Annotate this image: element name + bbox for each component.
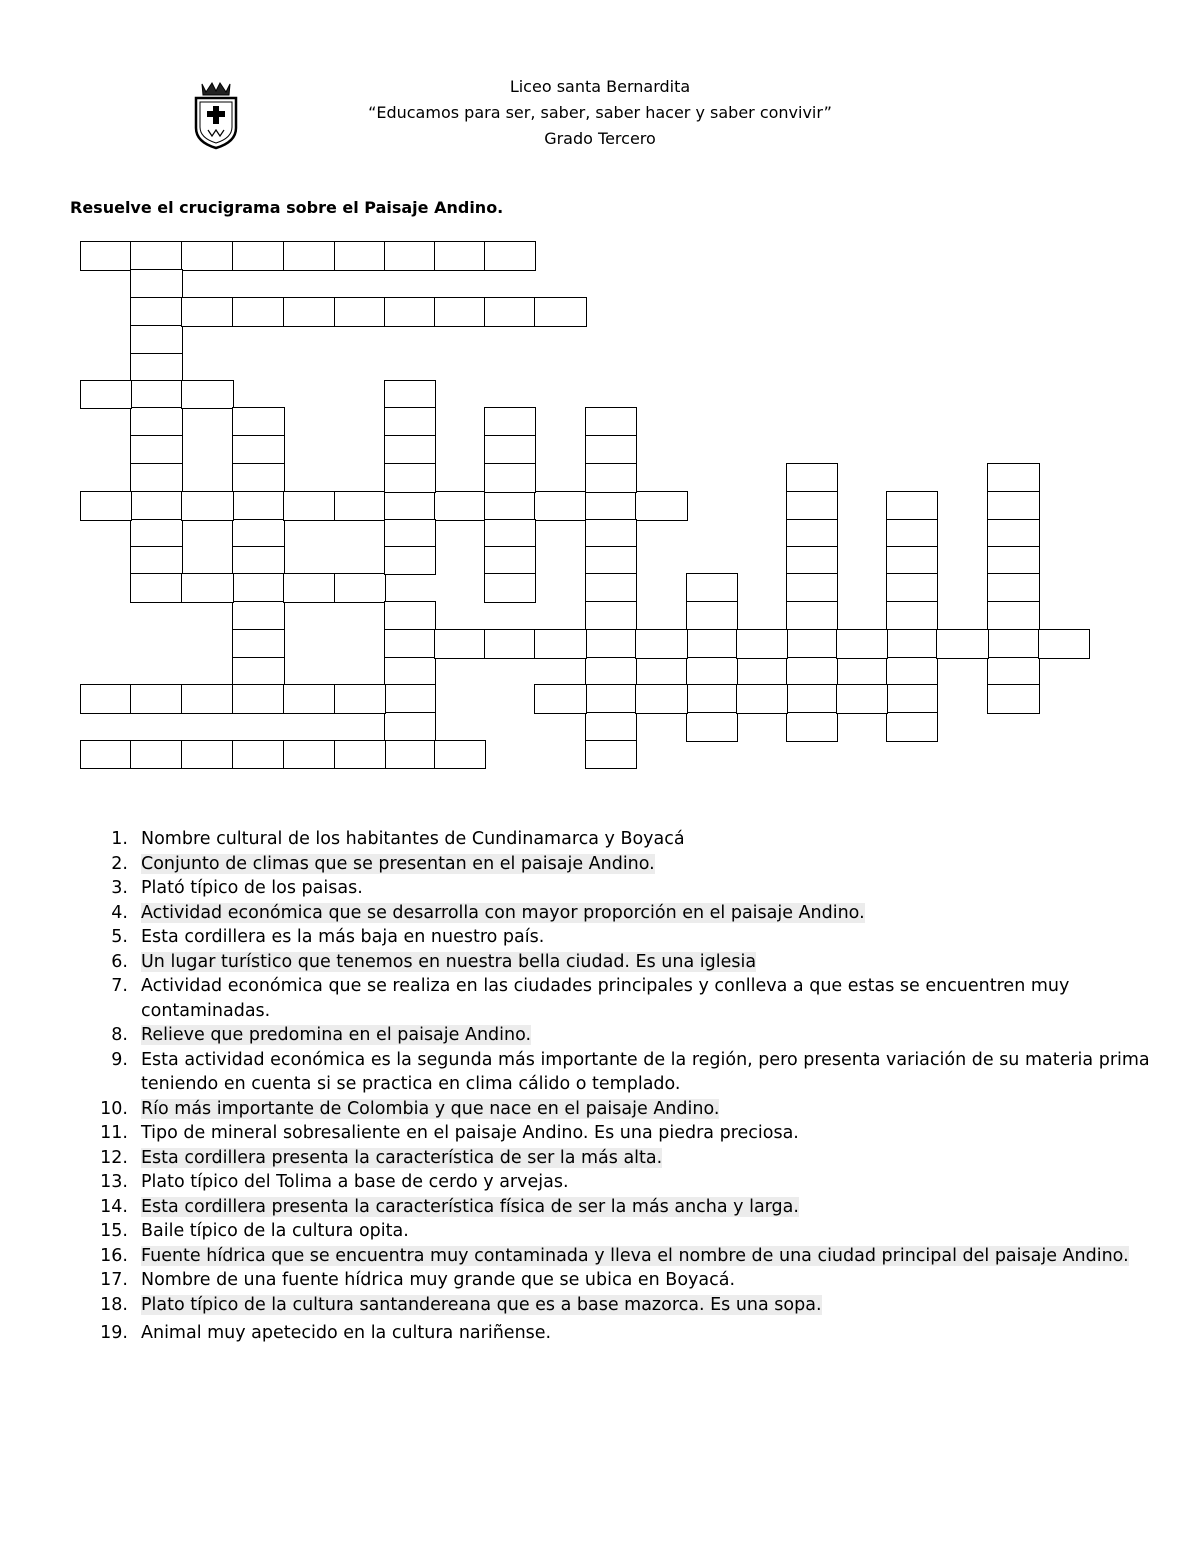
crossword-cell[interactable]	[585, 463, 637, 493]
crossword-cell[interactable]	[181, 491, 234, 521]
crossword-cell[interactable]	[686, 657, 738, 686]
clue-number: 10.	[100, 1098, 128, 1119]
crossword-cell[interactable]	[434, 297, 486, 327]
clue-number: 13.	[100, 1172, 128, 1192]
crossword-cell[interactable]	[786, 629, 838, 659]
clue-text: Baile típico de la cultura opita.	[141, 1221, 409, 1241]
crossword-cell[interactable]	[434, 629, 486, 659]
crossword-cell[interactable]	[585, 601, 637, 631]
crossword-cell[interactable]	[384, 684, 436, 714]
crossword-cell[interactable]	[987, 573, 1040, 603]
clue-item	[100, 1170, 1160, 1195]
crossword-cell[interactable]	[334, 573, 386, 603]
clue-item	[100, 1293, 1160, 1318]
crossword-cell[interactable]	[786, 657, 838, 686]
crossword-cell[interactable]	[786, 546, 838, 575]
crossword-cell[interactable]	[80, 491, 132, 521]
clue-text: Un lugar turístico que tenemos en nuestra bella ciudad. Es una iglesia	[141, 951, 757, 972]
clue-item	[100, 827, 1160, 852]
instruction-text: Resuelve el crucigrama sobre el Paisaje Andino.	[70, 198, 504, 217]
clue-item	[100, 852, 1160, 877]
clue-text: Plato típico de la cultura santandereana que es a base mazorca. Es una sopa.	[141, 1294, 822, 1315]
crossword-cell[interactable]	[384, 657, 436, 686]
crossword-cell[interactable]	[384, 241, 436, 271]
crossword-cell[interactable]	[232, 297, 285, 327]
clue-text: Esta cordillera presenta la característica de ser la más alta.	[141, 1147, 663, 1168]
crossword-cell[interactable]	[987, 684, 1040, 714]
crossword-cell[interactable]	[130, 491, 183, 521]
crossword-cell[interactable]	[130, 297, 183, 327]
clue-text: Plató típico de los paisas.	[141, 878, 363, 898]
crossword-cell[interactable]	[686, 573, 738, 603]
crossword-cell[interactable]	[585, 712, 637, 742]
crossword-cell[interactable]	[686, 684, 738, 714]
crossword-cell[interactable]	[585, 657, 637, 686]
clue-text: Plato típico del Tolima a base de cerdo y arvejas.	[141, 1172, 569, 1192]
grade-label: Grado Tercero	[544, 129, 656, 148]
clue-item	[100, 1048, 1160, 1097]
crossword-cell[interactable]	[936, 629, 989, 659]
clue-item	[100, 1121, 1160, 1146]
crossword-cell[interactable]	[886, 491, 938, 521]
crossword-cell[interactable]	[836, 629, 888, 659]
clue-text: Esta actividad económica es la segunda más importante de la región, pero presenta variación de su materia prima teniendo en cuenta si se practica en clima cálido o templado.	[141, 1049, 1150, 1094]
crossword-cell[interactable]	[334, 491, 386, 521]
crossword-cell[interactable]	[384, 380, 436, 409]
crossword-cell[interactable]	[585, 491, 637, 521]
crossword-cell[interactable]	[484, 629, 536, 659]
crossword-cell[interactable]	[786, 684, 838, 714]
clue-text: Esta cordillera presenta la característica física de ser la más ancha y larga.	[141, 1196, 799, 1217]
crossword-cell[interactable]	[232, 241, 285, 271]
crossword-cell[interactable]	[886, 657, 938, 686]
clue-number: 9.	[111, 1049, 128, 1070]
crossword-cell[interactable]	[987, 519, 1040, 548]
crossword-cell[interactable]	[181, 573, 234, 603]
crossword-cell[interactable]	[232, 740, 285, 769]
crossword-cell[interactable]	[130, 269, 183, 299]
crossword-cell[interactable]	[886, 684, 938, 714]
crossword-cell[interactable]	[484, 491, 536, 521]
crossword-cell[interactable]	[886, 573, 938, 603]
crossword-cell[interactable]	[585, 407, 637, 437]
crossword-cell[interactable]	[384, 712, 436, 742]
crossword-cell[interactable]	[585, 435, 637, 465]
crossword-cell[interactable]	[232, 519, 285, 548]
clue-number: 19.	[100, 1323, 128, 1343]
crossword-cell[interactable]	[232, 573, 285, 603]
crossword-cell[interactable]	[130, 463, 183, 493]
crossword-cell[interactable]	[585, 740, 637, 769]
crossword-cell[interactable]	[130, 241, 183, 271]
school-name: Liceo santa Bernardita	[509, 77, 691, 96]
crossword-cell[interactable]	[484, 546, 536, 575]
crossword-cell[interactable]	[334, 740, 386, 769]
crossword-cell[interactable]	[334, 297, 386, 327]
crossword-cell[interactable]	[987, 546, 1040, 575]
crossword-cell[interactable]	[130, 353, 183, 382]
crossword-cell[interactable]	[786, 463, 838, 493]
clue-number: 5.	[111, 927, 128, 947]
crossword-cell[interactable]	[130, 740, 183, 769]
crossword-cell[interactable]	[736, 629, 788, 659]
crossword-cell[interactable]	[786, 491, 838, 521]
crossword-cell[interactable]	[283, 241, 336, 271]
crossword-cell[interactable]	[181, 241, 234, 271]
clue-item	[100, 876, 1160, 901]
clue-item	[100, 1268, 1160, 1293]
crossword-cell[interactable]	[484, 297, 536, 327]
crossword-cell[interactable]	[232, 463, 285, 493]
clue-number: 7.	[111, 976, 128, 996]
clue-text: Tipo de mineral sobresaliente en el paisaje Andino. Es una piedra preciosa.	[141, 1123, 799, 1143]
crossword-cell[interactable]	[283, 573, 336, 603]
crossword-cell[interactable]	[384, 740, 436, 769]
crossword-cell[interactable]	[181, 380, 234, 409]
clue-item	[100, 1244, 1160, 1269]
crossword-cell[interactable]	[534, 629, 587, 659]
crossword-cell[interactable]	[886, 629, 938, 659]
crossword-cell[interactable]	[987, 629, 1040, 659]
crossword-cell[interactable]	[434, 740, 486, 769]
crossword-cell[interactable]	[836, 684, 888, 714]
crossword-cell[interactable]	[384, 519, 436, 548]
crossword-cell[interactable]	[384, 463, 436, 493]
clue-item	[100, 974, 1160, 1023]
crossword-cell[interactable]	[384, 435, 436, 465]
crossword-cell[interactable]	[534, 297, 587, 327]
crossword-cell[interactable]	[232, 657, 285, 686]
crossword-cell[interactable]	[484, 573, 536, 603]
crossword-cell[interactable]	[181, 740, 234, 769]
clue-text: Actividad económica que se desarrolla con mayor proporción en el paisaje Andino.	[141, 902, 865, 923]
clue-item	[100, 1146, 1160, 1171]
crossword-cell[interactable]	[283, 740, 336, 769]
crossword-cell[interactable]	[334, 684, 386, 714]
crossword-cell[interactable]	[283, 297, 336, 327]
clue-number: 6.	[111, 951, 128, 972]
crossword-cell[interactable]	[686, 712, 738, 742]
crossword-cell[interactable]	[283, 684, 336, 714]
crossword-cell[interactable]	[181, 684, 234, 714]
crossword-cell[interactable]	[786, 573, 838, 603]
crossword-cell[interactable]	[130, 546, 183, 575]
clue-number: 16.	[100, 1245, 128, 1266]
clue-text: Esta cordillera es la más baja en nuestro país.	[141, 927, 545, 947]
crossword-cell[interactable]	[130, 573, 183, 603]
crossword-cell[interactable]	[886, 601, 938, 631]
crossword-cell[interactable]	[484, 463, 536, 493]
clue-item	[100, 901, 1160, 926]
crossword-cell[interactable]	[130, 435, 183, 465]
clue-number: 3.	[111, 878, 128, 898]
crossword-cell[interactable]	[987, 463, 1040, 493]
crossword-cell[interactable]	[534, 684, 587, 714]
crossword-cell[interactable]	[130, 380, 183, 409]
crossword-cell[interactable]	[232, 629, 285, 659]
crossword-cell[interactable]	[130, 519, 183, 548]
crossword-cell[interactable]	[585, 684, 637, 714]
clue-text: Fuente hídrica que se encuentra muy contaminada y lleva el nombre de una ciudad principal del paisaje Andino.	[141, 1245, 1129, 1266]
crossword-cell[interactable]	[585, 546, 637, 575]
crossword-cell[interactable]	[80, 380, 132, 409]
crossword-cell[interactable]	[80, 684, 132, 714]
crossword-cell[interactable]	[384, 601, 436, 631]
crossword-cell[interactable]	[886, 712, 938, 742]
clue-text: Nombre cultural de los habitantes de Cundinamarca y Boyacá	[141, 829, 685, 849]
clue-text: Relieve que predomina en el paisaje Andino.	[141, 1025, 532, 1045]
crossword-cell[interactable]	[484, 241, 536, 271]
crossword-cell[interactable]	[232, 546, 285, 575]
crossword-cell[interactable]	[686, 629, 738, 659]
clue-item	[100, 1321, 1160, 1346]
crossword-cell[interactable]	[130, 684, 183, 714]
crossword-cell[interactable]	[80, 740, 132, 769]
crossword-cell[interactable]	[130, 325, 183, 355]
crossword-cell[interactable]	[384, 297, 436, 327]
crossword-cell[interactable]	[384, 629, 436, 659]
clue-number: 15.	[100, 1221, 128, 1241]
crossword-cell[interactable]	[736, 684, 788, 714]
clue-number: 8.	[111, 1025, 128, 1045]
clue-number: 11.	[100, 1123, 128, 1143]
crossword-cell[interactable]	[786, 601, 838, 631]
crossword-cell[interactable]	[384, 491, 436, 521]
clue-number: 4.	[111, 902, 128, 923]
crossword-cell[interactable]	[585, 629, 637, 659]
clue-text: Actividad económica que se realiza en las ciudades principales y conlleva a que estas se encuentren muy contaminadas.	[141, 976, 1070, 1021]
crossword-cell[interactable]	[232, 601, 285, 631]
crossword-cell[interactable]	[987, 601, 1040, 631]
clue-item	[100, 1023, 1160, 1048]
clue-item	[100, 1195, 1160, 1220]
crossword-cell[interactable]	[283, 491, 336, 521]
clue-number: 2.	[111, 853, 128, 874]
clue-text: Conjunto de climas que se presentan en el paisaje Andino.	[141, 853, 655, 874]
crossword-cell[interactable]	[232, 435, 285, 465]
clue-number: 14.	[100, 1196, 128, 1217]
clue-text: Río más importante de Colombia y que nace en el paisaje Andino.	[141, 1098, 720, 1119]
crossword-cell[interactable]	[232, 684, 285, 714]
crossword-cell[interactable]	[635, 684, 688, 714]
crossword-cell[interactable]	[434, 491, 486, 521]
clue-number: 12.	[100, 1147, 128, 1168]
crossword-cell[interactable]	[635, 629, 688, 659]
crossword-cell[interactable]	[384, 407, 436, 437]
clue-list	[100, 827, 1160, 1346]
crossword-cell[interactable]	[987, 657, 1040, 686]
crossword-cell[interactable]	[384, 546, 436, 575]
clue-item	[100, 1097, 1160, 1122]
clue-number: 18.	[100, 1294, 128, 1315]
crossword-cell[interactable]	[232, 407, 285, 437]
crossword-cell[interactable]	[1038, 629, 1090, 659]
clue-text: Nombre de una fuente hídrica muy grande que se ubica en Boyacá.	[141, 1270, 736, 1290]
crossword-cell[interactable]	[585, 573, 637, 603]
crossword-cell[interactable]	[130, 407, 183, 437]
crossword-cell[interactable]	[434, 241, 486, 271]
clue-number: 1.	[111, 829, 128, 849]
crossword-cell[interactable]	[484, 519, 536, 548]
crossword-cell[interactable]	[334, 241, 386, 271]
crossword-cell[interactable]	[232, 491, 285, 521]
clue-item	[100, 1219, 1160, 1244]
crossword-cell[interactable]	[484, 407, 536, 437]
clue-item	[100, 925, 1160, 950]
crossword-cell[interactable]	[635, 491, 688, 521]
crossword-cell[interactable]	[80, 241, 132, 271]
crossword-cell[interactable]	[786, 519, 838, 548]
crossword-cell[interactable]	[686, 601, 738, 631]
clue-item	[100, 950, 1160, 975]
crossword-cell[interactable]	[886, 519, 938, 548]
crossword-cell[interactable]	[484, 435, 536, 465]
school-motto: “Educamos para ser, saber, saber hacer y saber convivir”	[368, 103, 832, 122]
clue-number: 17.	[100, 1270, 128, 1290]
clue-text: Animal muy apetecido en la cultura nariñense.	[141, 1323, 552, 1343]
crossword-cell[interactable]	[786, 712, 838, 742]
crossword-cell[interactable]	[987, 491, 1040, 521]
crossword-cell[interactable]	[585, 519, 637, 548]
crossword-cell[interactable]	[181, 297, 234, 327]
crossword-cell[interactable]	[886, 546, 938, 575]
crossword-cell[interactable]	[534, 491, 587, 521]
